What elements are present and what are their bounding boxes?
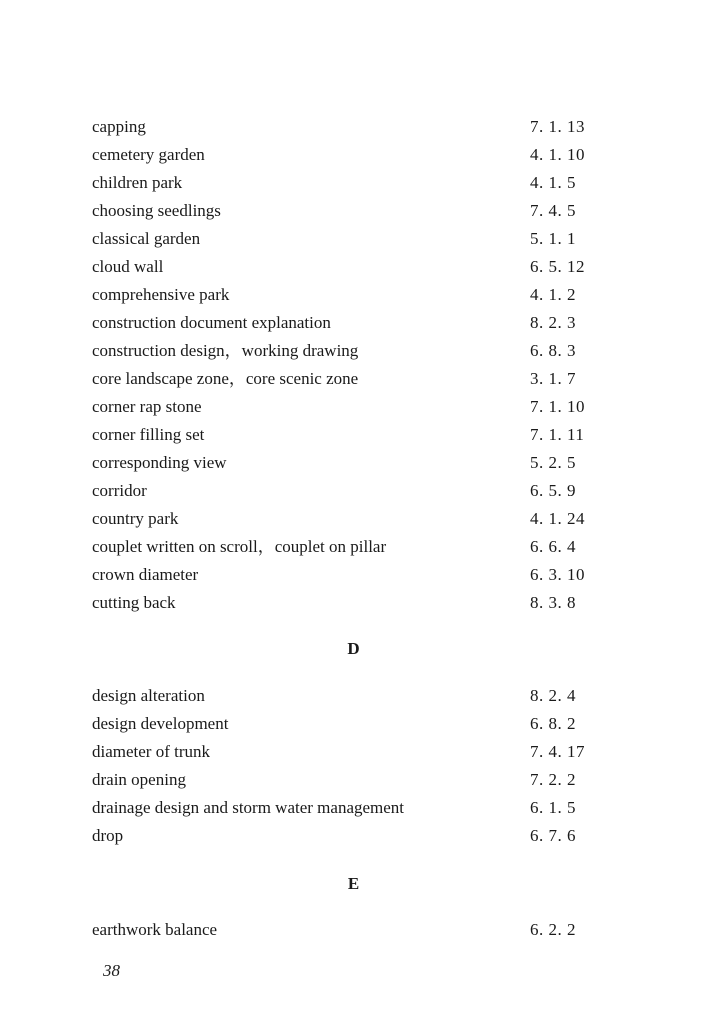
index-entry <box>92 766 592 794</box>
index-ref: 6. 8. 3 <box>530 341 576 360</box>
index-entry <box>92 281 592 309</box>
section-letter-e: E <box>347 874 360 893</box>
index-term: design development <box>92 714 229 733</box>
index-entry <box>92 421 592 449</box>
index-entry <box>92 449 592 477</box>
index-entry <box>92 337 592 365</box>
index-ref: 6. 5. 9 <box>530 481 576 500</box>
index-entry <box>92 225 592 253</box>
index-ref: 8. 2. 3 <box>530 313 576 332</box>
index-ref: 6. 6. 4 <box>530 537 576 556</box>
index-entry <box>92 589 592 617</box>
index-ref: 8. 2. 4 <box>530 686 576 705</box>
index-ref: 7. 4. 5 <box>530 201 576 220</box>
index-term: corresponding view <box>92 453 227 472</box>
index-term: country park <box>92 509 179 528</box>
index-term: children park <box>92 173 183 192</box>
index-term: corridor <box>92 481 147 500</box>
index-entry <box>92 794 592 822</box>
index-term: cutting back <box>92 593 176 612</box>
index-term: capping <box>92 117 146 136</box>
index-term: drainage design and storm water management <box>92 798 405 817</box>
index-entry <box>92 738 592 766</box>
index-ref: 7. 1. 10 <box>530 397 585 416</box>
page-number: 38 <box>103 961 120 980</box>
index-ref: 6. 3. 10 <box>530 565 585 584</box>
index-ref: 5. 2. 5 <box>530 453 576 472</box>
index-entry <box>92 682 592 710</box>
index-ref: 4. 1. 10 <box>530 145 585 164</box>
index-entry <box>92 477 592 505</box>
index-term: crown diameter <box>92 565 199 584</box>
index-ref: 5. 1. 1 <box>530 229 576 248</box>
index-entry <box>92 309 592 337</box>
index-ref: 7. 1. 13 <box>530 117 585 136</box>
index-entry <box>92 710 592 738</box>
index-term: drain opening <box>92 770 186 789</box>
index-ref: 8. 3. 8 <box>530 593 576 612</box>
index-entry <box>92 365 592 393</box>
index-term: corner rap stone <box>92 397 202 416</box>
index-ref: 6. 2. 2 <box>530 920 576 939</box>
index-ref: 7. 1. 11 <box>530 425 585 444</box>
index-term: construction design，working drawing <box>92 341 359 360</box>
index-term: couplet written on scroll，couplet on pillar <box>92 537 387 556</box>
index-ref: 6. 8. 2 <box>530 714 576 733</box>
index-term: core landscape zone，core scenic zone <box>92 369 359 388</box>
index-entry <box>92 916 592 944</box>
index-ref: 4. 1. 2 <box>530 285 576 304</box>
index-entry <box>92 505 592 533</box>
index-term: corner filling set <box>92 425 205 444</box>
index-entry <box>92 393 592 421</box>
index-ref: 4. 1. 24 <box>530 509 585 528</box>
index-term: cloud wall <box>92 257 164 276</box>
index-term: design alteration <box>92 686 205 705</box>
index-entry <box>92 822 592 850</box>
index-term: diameter of trunk <box>92 742 211 761</box>
index-term: choosing seedlings <box>92 201 221 220</box>
section-letter-d: D <box>347 639 360 658</box>
index-ref: 6. 1. 5 <box>530 798 576 817</box>
index-ref: 6. 7. 6 <box>530 826 576 845</box>
index-term: classical garden <box>92 229 201 248</box>
index-term: construction document explanation <box>92 313 331 332</box>
index-term: cemetery garden <box>92 145 205 164</box>
index-entry <box>92 561 592 589</box>
index-term: earthwork balance <box>92 920 218 939</box>
index-ref: 3. 1. 7 <box>530 369 576 388</box>
index-entry <box>92 113 592 141</box>
index-entry <box>92 253 592 281</box>
index-ref: 7. 2. 2 <box>530 770 576 789</box>
index-term: comprehensive park <box>92 285 230 304</box>
index-entry <box>92 169 592 197</box>
index-entry <box>92 141 592 169</box>
index-ref: 6. 5. 12 <box>530 257 585 276</box>
index-entry <box>92 197 592 225</box>
index-ref: 4. 1. 5 <box>530 173 576 192</box>
index-term: drop <box>92 826 124 845</box>
index-ref: 7. 4. 17 <box>530 742 585 761</box>
index-entry <box>92 533 592 561</box>
